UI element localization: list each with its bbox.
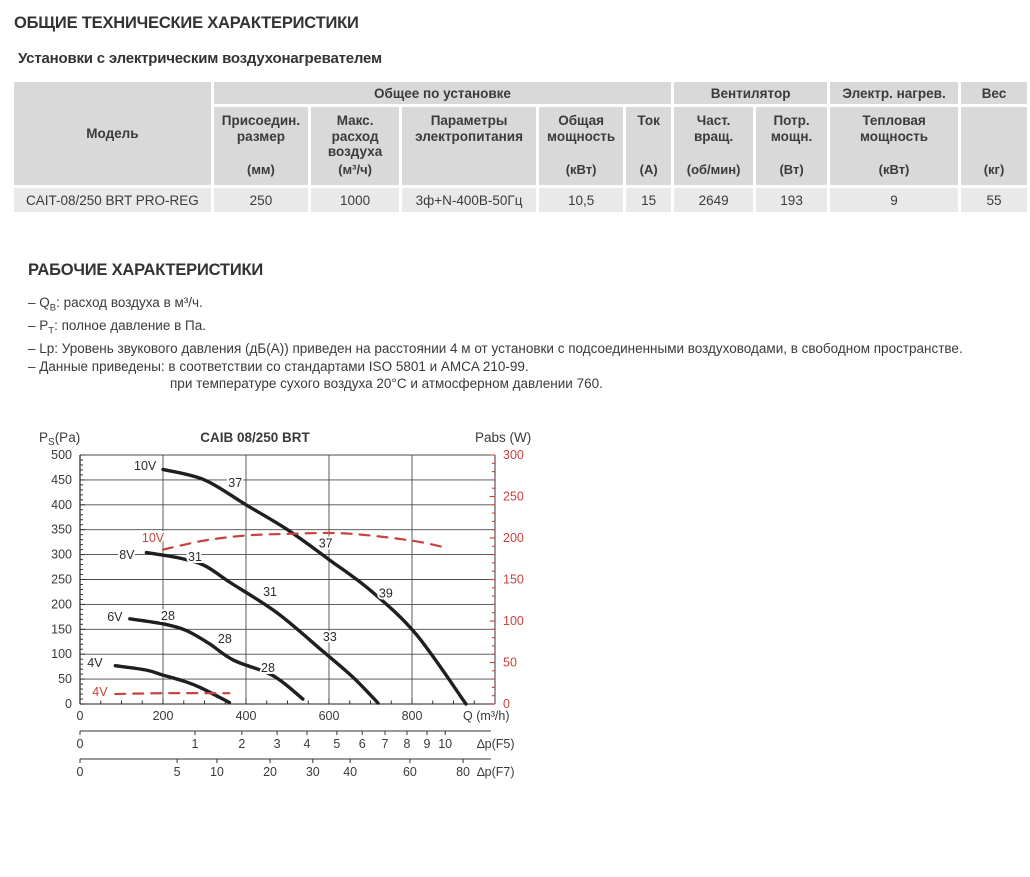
svg-text:50: 50 (503, 655, 517, 670)
svg-text:800: 800 (401, 709, 423, 723)
col-header-total-power: Общая мощность (кВт) (539, 107, 623, 185)
svg-text:100: 100 (503, 614, 524, 628)
svg-text:150: 150 (51, 622, 72, 637)
dp-f7-scale (77, 759, 515, 779)
col-header-rotation-speed: Част. вращ. (об/мин) (674, 107, 753, 185)
right-axis-title: Pabs (W) (475, 430, 532, 445)
svg-text:200: 200 (152, 709, 174, 723)
svg-text:200: 200 (503, 531, 524, 545)
svg-text:250: 250 (503, 489, 524, 504)
col-header-max-airflow: Макс. расход воздуха (м³/ч) (311, 107, 399, 185)
svg-text:0: 0 (76, 737, 84, 751)
svg-text:400: 400 (51, 497, 72, 512)
svg-text:37: 37 (228, 475, 243, 490)
svg-text:4V: 4V (92, 685, 108, 700)
svg-text:∆p(F5): ∆p(F5) (477, 737, 515, 751)
svg-text:4: 4 (303, 737, 311, 751)
specs-table (11, 79, 1030, 215)
cell-power-supply: 3ф+N-400В-50Гц (402, 188, 536, 212)
note-line-p: – $P_Т$: полное давление в Па. (28, 318, 206, 337)
svg-text:31: 31 (263, 584, 278, 599)
svg-text:50: 50 (58, 672, 72, 687)
svg-text:450: 450 (51, 472, 72, 487)
svg-text:250: 250 (51, 572, 72, 587)
col-header-current: Ток (А) (626, 107, 671, 185)
cell-current: 15 (626, 188, 671, 212)
curve-6V (130, 619, 303, 699)
col-header-weight-unit: (кг) (961, 107, 1027, 185)
svg-text:10: 10 (209, 765, 224, 779)
cell-rotation-speed: 2649 (674, 188, 753, 212)
svg-text:37: 37 (318, 536, 333, 551)
col-header-heat-power: Тепловая мощность (кВт) (830, 107, 958, 185)
svg-text:300: 300 (51, 547, 72, 562)
svg-text:5: 5 (333, 737, 341, 751)
svg-text:20: 20 (263, 765, 278, 779)
svg-text:7: 7 (381, 737, 389, 751)
svg-text:10V: 10V (134, 458, 157, 473)
note-line-conditions: при температуре сухого воздуха 20°С и атмосферном давлении 760. (170, 376, 603, 392)
svg-text:31: 31 (188, 550, 202, 565)
svg-text:500: 500 (51, 448, 72, 462)
svg-text:300: 300 (503, 448, 524, 462)
col-header-power-supply: Параметры электропитания (402, 107, 536, 185)
group-header-weight: Вес (961, 82, 1027, 104)
svg-text:6: 6 (358, 737, 366, 751)
svg-text:3: 3 (273, 737, 281, 751)
svg-text:40: 40 (343, 765, 358, 779)
cell-max-airflow: 1000 (311, 188, 399, 212)
svg-text:60: 60 (402, 765, 417, 779)
x-axis (77, 698, 510, 723)
svg-text:0: 0 (65, 697, 72, 711)
note-line-q: – $Q_В$: расход воздуха в м³/ч. (28, 295, 203, 314)
svg-text:8: 8 (403, 737, 411, 751)
table-subtitle: Установки с электрическим воздухонагревателем (18, 50, 382, 67)
notes-list (28, 294, 1018, 393)
svg-text:600: 600 (318, 709, 340, 723)
svg-text:0: 0 (503, 697, 510, 711)
svg-text:6V: 6V (107, 609, 123, 624)
left-axis-title: $P_S(Pa)$ (39, 430, 81, 448)
note-line-lp: – Lp: Уровень звукового давления (дБ(А)) приведен на расстоянии 4 м от установки с подсоединенными воздуховодами, в свободном пространстве. (28, 341, 963, 357)
cell-heat-power: 9 (830, 188, 958, 212)
svg-text:28: 28 (161, 608, 175, 623)
svg-text:9: 9 (423, 737, 431, 751)
dp-f5-scale (77, 731, 515, 751)
svg-text:0: 0 (76, 765, 84, 779)
performance-chart (25, 424, 565, 799)
svg-text:Q (m³/h): Q (m³/h) (463, 709, 510, 723)
svg-text:28: 28 (217, 631, 232, 646)
svg-text:400: 400 (235, 709, 257, 723)
table-row (14, 188, 1027, 212)
cell-connection-size: 250 (214, 188, 308, 212)
group-header-heater: Электр. нагрев. (830, 82, 958, 104)
svg-text:100: 100 (51, 647, 72, 662)
curve-4V (115, 666, 229, 703)
svg-text:1: 1 (191, 737, 199, 751)
chart-gridlines (80, 455, 495, 704)
chart-title: CAIB 08/250 BRT (200, 430, 310, 445)
svg-text:30: 30 (305, 765, 320, 779)
svg-text:200: 200 (51, 597, 72, 612)
svg-text:80: 80 (456, 765, 470, 779)
section-title-working-characteristics: РАБОЧИЕ ХАРАКТЕРИСТИКИ (28, 261, 264, 279)
svg-text:10: 10 (438, 737, 453, 751)
cell-consumed-power: 193 (756, 188, 827, 212)
group-header-fan: Вентилятор (674, 82, 827, 104)
svg-text:∆p(F7): ∆p(F7) (477, 765, 515, 779)
cell-weight: 55 (961, 188, 1027, 212)
svg-text:28: 28 (261, 661, 275, 676)
note-line-standards: – Данные приведены: в соответствии со стандартами ISO 5801 и AMCA 210-99. (28, 358, 529, 374)
col-header-model: Модель (14, 82, 211, 185)
cell-total-power: 10,5 (539, 188, 623, 212)
left-axis (51, 448, 85, 711)
right-axis (490, 448, 524, 711)
svg-text:350: 350 (51, 522, 72, 537)
col-header-consumed-power: Потр. мощн. (Вт) (756, 107, 827, 185)
svg-text:10V: 10V (141, 531, 165, 546)
svg-text:0: 0 (76, 709, 84, 723)
svg-text:8V: 8V (119, 548, 135, 563)
cell-model: CAIT-08/250 BRT PRO-REG (14, 188, 211, 212)
page-title: ОБЩИЕ ТЕХНИЧЕСКИЕ ХАРАКТЕРИСТИКИ (14, 14, 359, 32)
group-header-general: Общее по установке (214, 82, 671, 104)
svg-text:5: 5 (173, 765, 181, 779)
svg-text:2: 2 (238, 737, 246, 751)
svg-text:150: 150 (503, 572, 524, 587)
curve-4V-power (115, 693, 229, 694)
col-header-connection-size: Присоедин. размер (мм) (214, 107, 308, 185)
svg-text:4V: 4V (87, 656, 103, 671)
svg-text:39: 39 (378, 586, 393, 601)
svg-text:33: 33 (322, 629, 337, 644)
